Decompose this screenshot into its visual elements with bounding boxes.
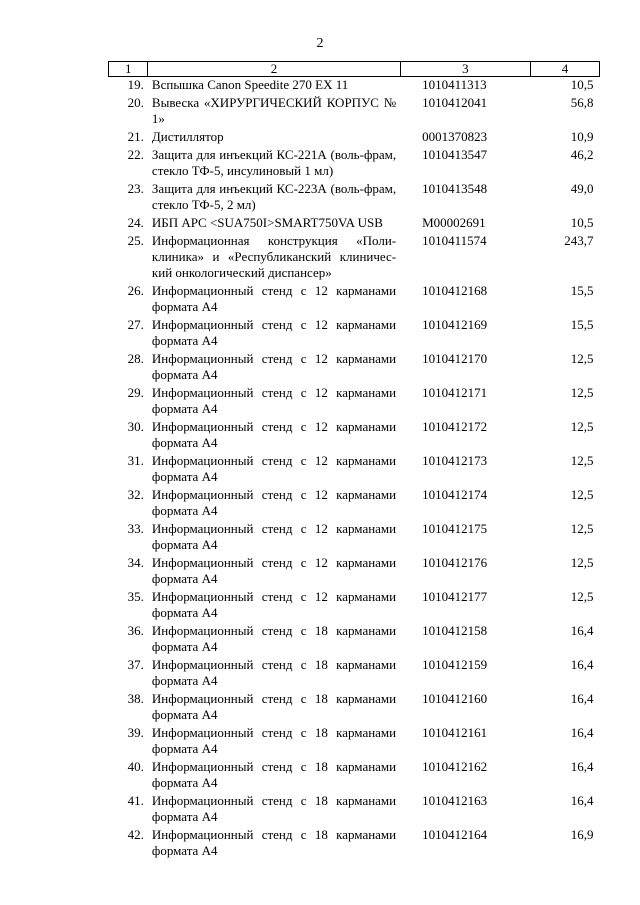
row-number: 19. <box>127 77 144 92</box>
row-number: 33. <box>127 521 144 536</box>
row-number: 32. <box>127 487 144 502</box>
item-name: Информационный стенд с 18 карманами формата А4 <box>151 623 397 654</box>
row-number: 39. <box>127 725 144 740</box>
inventory-code: 1010412172 <box>422 419 488 434</box>
inventory-code: 1010412163 <box>422 793 488 808</box>
inventory-code: M00002691 <box>422 215 486 230</box>
item-value: 16,4 <box>570 657 594 672</box>
item-value: 12,5 <box>570 487 594 502</box>
inventory-code: 1010412176 <box>422 555 488 570</box>
table-row <box>109 351 600 385</box>
item-name: Защита для инъекций КС-223А (воль-фрам, стекло ТФ-5, 2 мл) <box>151 181 397 212</box>
item-value: 49,0 <box>570 181 594 196</box>
item-name: Информационный стенд с 12 карманами формата А4 <box>151 589 397 620</box>
item-value: 12,5 <box>570 351 594 366</box>
table-row <box>109 623 600 657</box>
table-row <box>109 77 600 96</box>
inventory-code: 1010412177 <box>422 589 488 604</box>
table-row <box>109 759 600 793</box>
table-row <box>109 725 600 759</box>
row-number: 38. <box>127 691 144 706</box>
table-row <box>109 521 600 555</box>
table-row <box>109 317 600 351</box>
header-col-3: 3 <box>400 62 530 77</box>
inventory-code: 1010413547 <box>422 147 488 162</box>
inventory-code: 1010411574 <box>422 233 487 248</box>
item-name: Дистиллятор <box>151 129 224 144</box>
item-name: Информационный стенд с 12 карманами формата А4 <box>151 453 397 484</box>
table-row <box>109 589 600 623</box>
item-name: Информационный стенд с 12 карманами формата А4 <box>151 351 397 382</box>
item-value: 10,5 <box>570 215 594 230</box>
row-number: 26. <box>127 283 144 298</box>
inventory-code: 1010412164 <box>422 827 488 842</box>
item-value: 10,9 <box>570 129 594 144</box>
header-col-2: 2 <box>148 62 400 77</box>
row-number: 27. <box>127 317 144 332</box>
inventory-code: 1010411313 <box>422 77 487 92</box>
item-value: 16,9 <box>570 827 594 842</box>
row-number: 24. <box>127 215 144 230</box>
item-value: 46,2 <box>570 147 594 162</box>
header-col-4: 4 <box>531 62 600 77</box>
item-name: Защита для инъекций КС-221А (воль-фрам, стекло ТФ-5, инсулиновый 1 мл) <box>151 147 397 178</box>
item-value: 10,5 <box>570 77 594 92</box>
header-row <box>109 62 600 77</box>
inventory-code: 1010412171 <box>422 385 488 400</box>
item-name: Информационный стенд с 18 карманами формата А4 <box>151 725 397 756</box>
item-name: Информационный стенд с 18 карманами формата А4 <box>151 759 397 790</box>
item-name: Информационный стенд с 12 карманами формата А4 <box>151 283 397 314</box>
table-row <box>109 487 600 521</box>
inventory-code: 1010412168 <box>422 283 488 298</box>
inventory-code: 1010412173 <box>422 453 488 468</box>
item-name: Вспышка Canon Speedite 270 EX 11 <box>151 77 349 92</box>
table-row <box>109 215 600 233</box>
row-number: 36. <box>127 623 144 638</box>
item-value: 243,7 <box>564 233 594 248</box>
item-name: Информационный стенд с 12 карманами формата А4 <box>151 317 397 348</box>
item-value: 16,4 <box>570 725 594 740</box>
row-number: 42. <box>127 827 144 842</box>
item-name: Информационный стенд с 12 карманами формата А4 <box>151 487 397 518</box>
item-name: Информационный стенд с 18 карманами формата А4 <box>151 657 397 688</box>
item-value: 12,5 <box>570 385 594 400</box>
item-value: 15,5 <box>570 317 594 332</box>
table-row <box>109 283 600 317</box>
inventory-code: 1010412169 <box>422 317 488 332</box>
inventory-code: 0001370823 <box>422 129 488 144</box>
inventory-code: 1010412041 <box>422 95 488 110</box>
inventory-code: 1010412162 <box>422 759 488 774</box>
item-value: 12,5 <box>570 419 594 434</box>
row-number: 21. <box>127 129 144 144</box>
inventory-code: 1010412159 <box>422 657 488 672</box>
item-value: 56,8 <box>570 95 594 110</box>
table-row <box>109 793 600 827</box>
item-value: 12,5 <box>570 555 594 570</box>
item-name: Вывеска «ХИРУРГИЧЕСКИЙ КОРПУС № 1» <box>151 95 397 126</box>
item-name: Информационный стенд с 12 карманами формата А4 <box>151 555 397 586</box>
inventory-code: 1010412158 <box>422 623 488 638</box>
table-row <box>109 555 600 589</box>
table-row <box>109 419 600 453</box>
table-row <box>109 129 600 147</box>
item-value: 12,5 <box>570 521 594 536</box>
row-number: 40. <box>127 759 144 774</box>
row-number: 28. <box>127 351 144 366</box>
item-value: 16,4 <box>570 759 594 774</box>
table-row <box>109 233 600 283</box>
table-row <box>109 691 600 725</box>
item-name: Информационный стенд с 18 карманами формата А4 <box>151 827 397 858</box>
item-name: Информационный стенд с 18 карманами формата А4 <box>151 793 397 824</box>
row-number: 20. <box>127 95 144 110</box>
inventory-code: 1010412175 <box>422 521 488 536</box>
table-row <box>109 453 600 487</box>
table-row <box>109 385 600 419</box>
page-number: 2 <box>316 36 324 51</box>
item-value: 15,5 <box>570 283 594 298</box>
inventory-table <box>108 61 600 861</box>
item-value: 12,5 <box>570 589 594 604</box>
row-number: 23. <box>127 181 144 196</box>
item-value: 12,5 <box>570 453 594 468</box>
row-number: 41. <box>127 793 144 808</box>
item-value: 16,4 <box>570 793 594 808</box>
inventory-code: 1010413548 <box>422 181 488 196</box>
table-row <box>109 95 600 129</box>
table-row <box>109 147 600 181</box>
item-value: 16,4 <box>570 623 594 638</box>
inventory-code: 1010412160 <box>422 691 488 706</box>
item-value: 16,4 <box>570 691 594 706</box>
row-number: 31. <box>127 453 144 468</box>
table-header <box>109 62 600 77</box>
row-number: 34. <box>127 555 144 570</box>
inventory-code: 1010412170 <box>422 351 488 366</box>
item-name: Информационный стенд с 12 карманами формата А4 <box>151 419 397 450</box>
item-name: Информационный стенд с 12 карманами формата А4 <box>151 521 397 552</box>
row-number: 29. <box>127 385 144 400</box>
row-number: 35. <box>127 589 144 604</box>
table-body <box>109 77 600 862</box>
row-number: 30. <box>127 419 144 434</box>
inventory-code: 1010412161 <box>422 725 488 740</box>
header-col-1: 1 <box>109 62 148 77</box>
row-number: 25. <box>127 233 144 248</box>
item-name: Информационная конструкция «Поли-клиника» и «Республиканский клиничес-кий онкологический диспансер» <box>151 233 397 280</box>
item-name: Информационный стенд с 18 карманами формата А4 <box>151 691 397 722</box>
table-row <box>109 181 600 215</box>
inventory-code: 1010412174 <box>422 487 488 502</box>
item-name: Информационный стенд с 12 карманами формата А4 <box>151 385 397 416</box>
row-number: 37. <box>127 657 144 672</box>
item-name: ИБП APC <SUA750I>SMART750VA USB <box>151 215 383 230</box>
table-row <box>109 827 600 861</box>
row-number: 22. <box>127 147 144 162</box>
table-row <box>109 657 600 691</box>
